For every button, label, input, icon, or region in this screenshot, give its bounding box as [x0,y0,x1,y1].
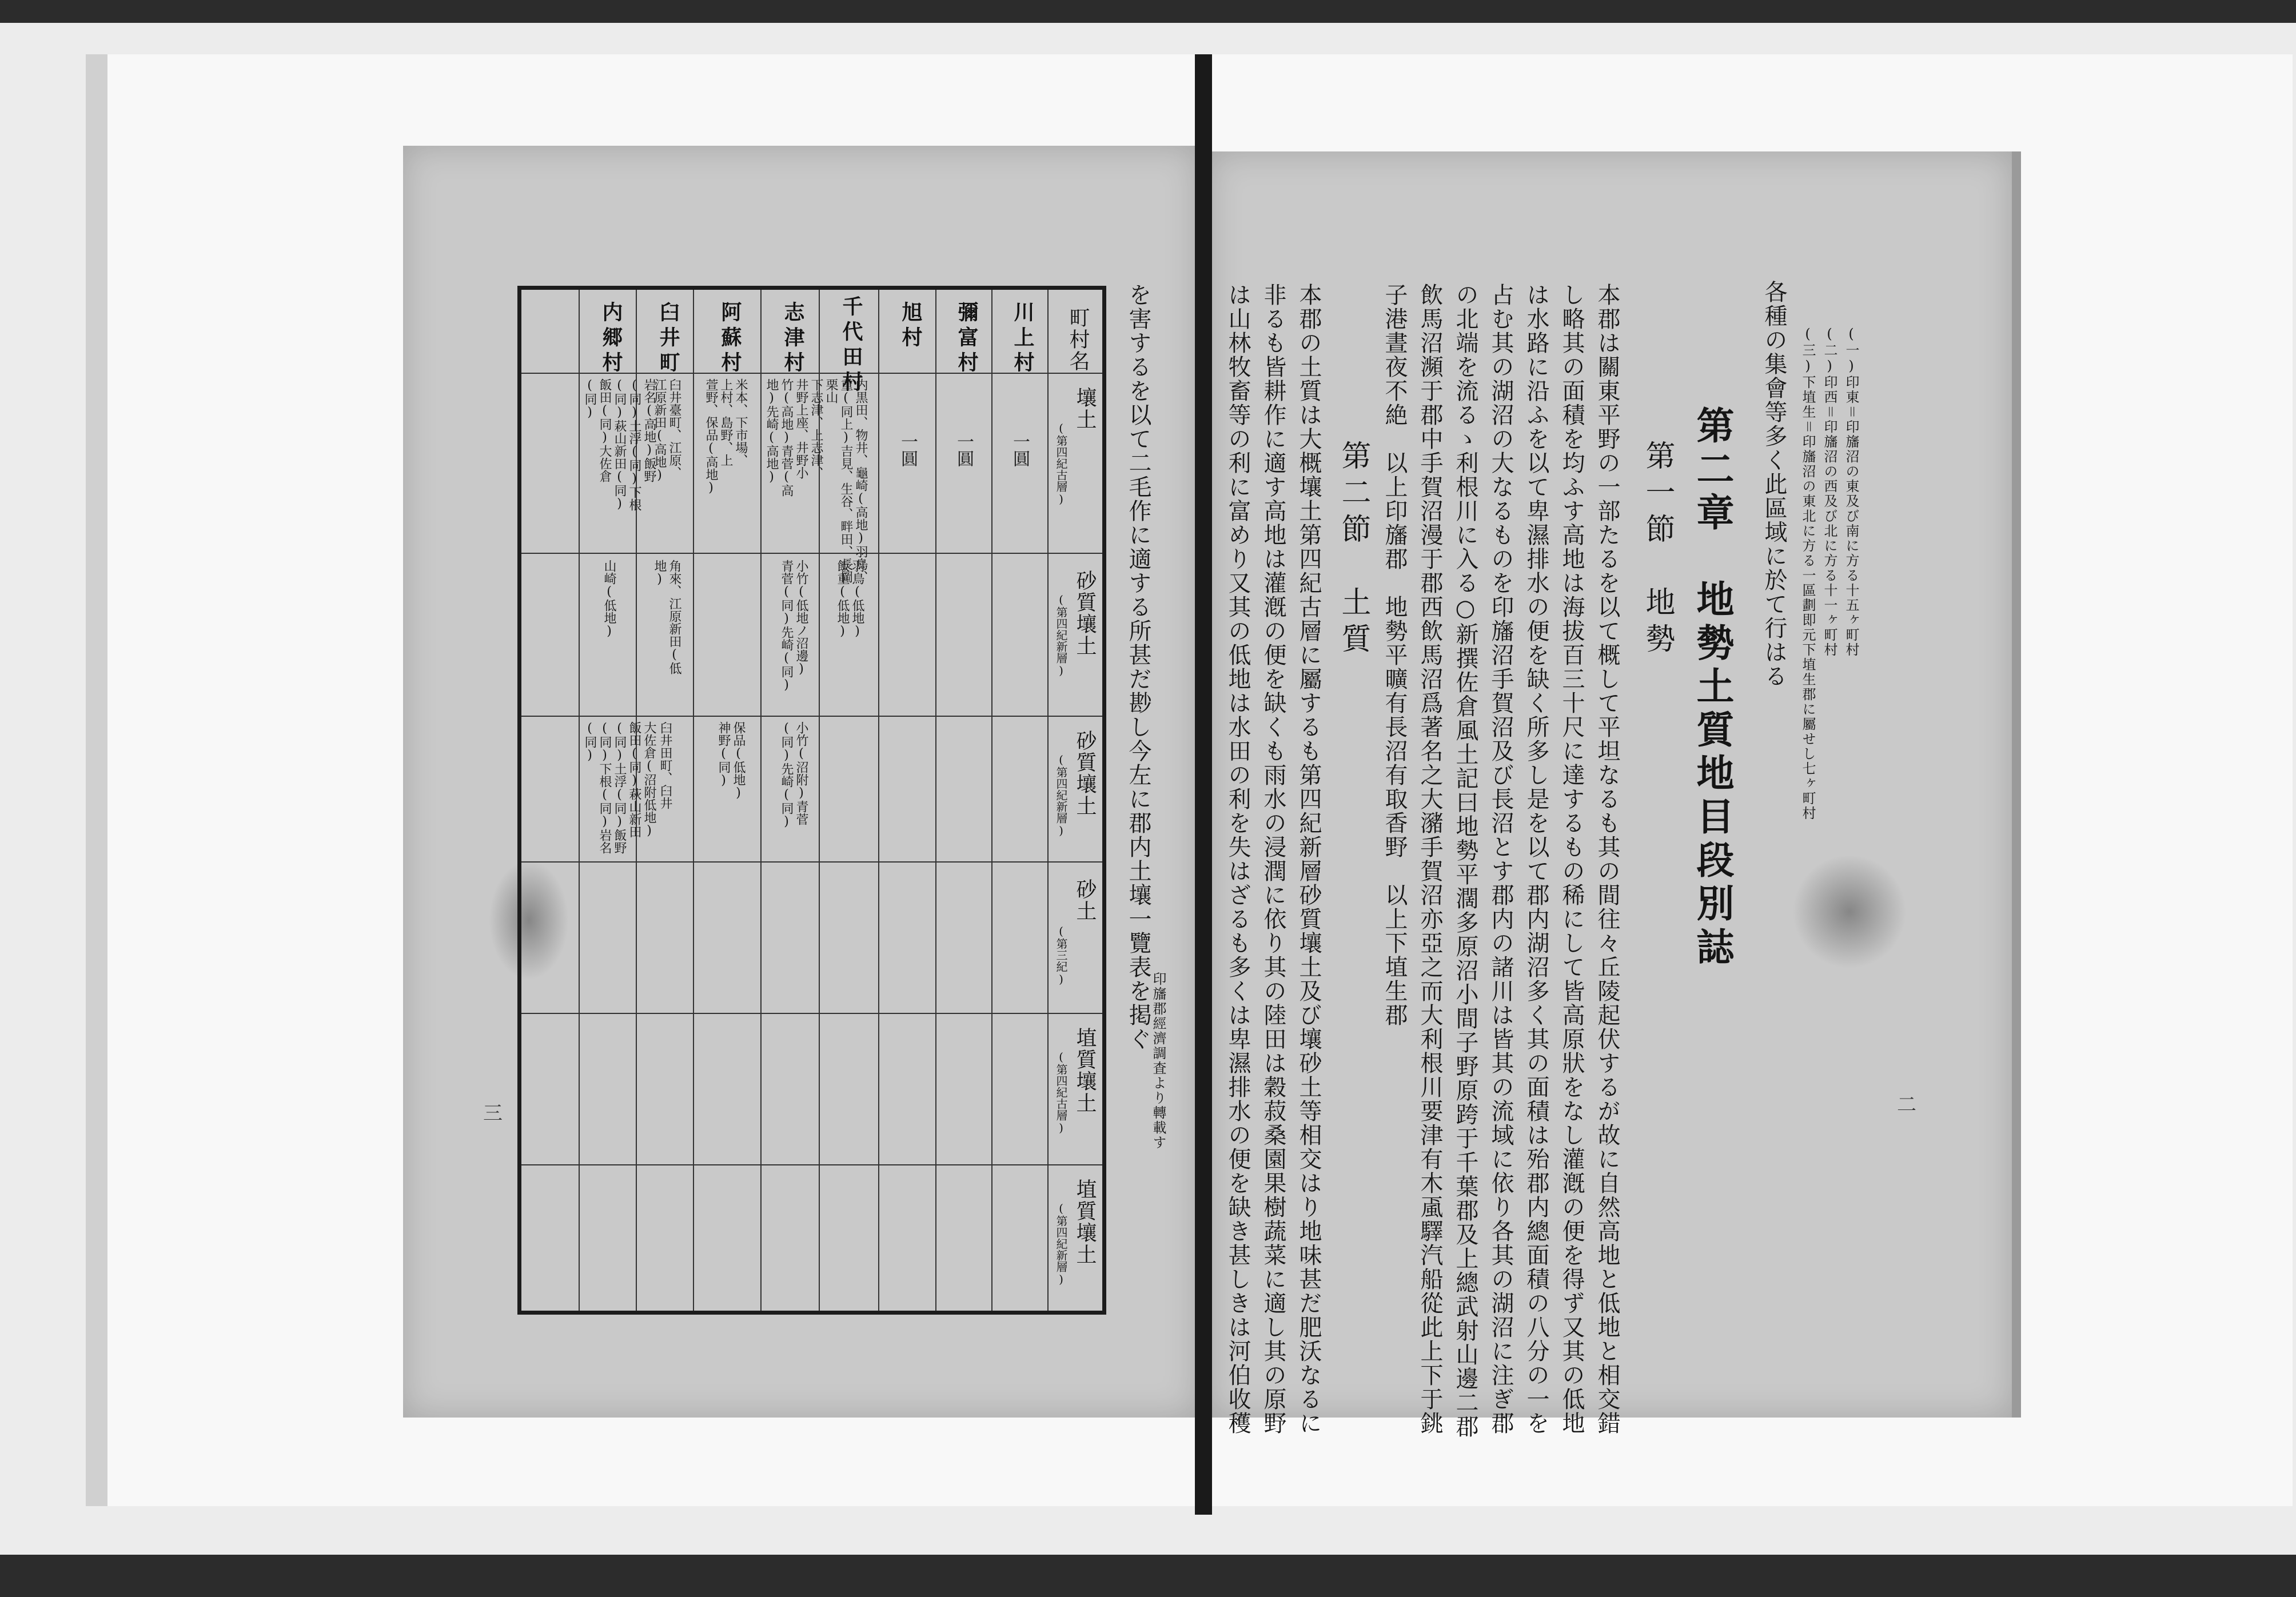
header-col-3: 砂質壤土 [1073,730,1097,817]
soil-table [517,286,1106,1315]
header-col-6: 埴質壤土 [1073,1179,1097,1265]
section-2-title: 第二節 土質 [1336,440,1370,660]
table-cell: 一圓 [954,433,974,467]
village-name: 川上村 [1011,301,1035,377]
table-cell: 臼井田町、臼井 [658,721,672,809]
table-cell: 山崎(低地) [602,560,616,638]
village-name: 阿蘇村 [718,301,742,377]
header-col-1: 壤土 [1073,387,1097,430]
table-cell: 小竹(低地ノ沼邊) 青菅(同)先崎(同) [779,560,808,692]
village-name: 千代田村 [839,296,863,396]
chapter-title: 第二章 地勢土質地目段別誌 [1690,406,1735,971]
header-col-4: 砂土 [1073,879,1097,922]
table-divider [579,290,580,1311]
section-1-line-5: の北端を流るゝ利根川に入る○新撰佐倉風土記曰地勢平濶多原沼小間子野原跨于千葉郡及上總武射山邊二郡 [1452,283,1478,1439]
table-divider [935,290,936,1311]
continuation-line: を害するを以て二毛作に適する所甚だ尠し今左に郡内土壤一覽表を掲ぐ [1125,283,1151,1051]
paper-stain [1792,855,1907,969]
header-village: 町村名 [1066,307,1090,372]
table-cell: 羽鳥(低地) 飯重(低地) [835,560,864,638]
header-col-2: 砂質壤土 [1073,570,1097,657]
table-cell: 小竹(沼附)青菅 (同)先崎(同) [779,721,808,829]
page-number-right: 二 [1897,1093,1916,1116]
table-divider [521,861,1102,863]
section-1-line-3: は水路に沿ふを以て卑濕排水の便を缺く所多し是を以て郡内湖沼多く其の面積は殆郡内總面積の八分の一を [1523,283,1549,1435]
village-name: 臼井町 [656,301,680,377]
note-2: (二)印西＝印旛沼の西及び北に方る十一ヶ町村 [1821,326,1837,657]
section-1-line-6: 飲馬沼瀕于郡中手賀沼漫于郡西飲馬沼爲著名之大瀦手賀沼亦亞之而大利根川要津有木颪驛汽船從此上下于銚 [1417,283,1443,1435]
village-name: 彌富村 [955,301,979,377]
header-col-5: 埴質壤土 [1073,1027,1097,1114]
header-col-5-sub: (第四紀古層) [1054,1050,1068,1135]
note-3: (三)下埴生＝印旛沼の東北に方る一區劃即元下埴生郡に屬せし七ヶ町村 [1800,326,1816,821]
table-cell: 一圓 [1010,433,1030,467]
table-cell: 岩名(高地)飯野 (同)土浮(同)下根 (同)萩山新田(同) 飯田(同)大佐倉 (同) [583,378,656,511]
village-name: 内郷村 [599,301,623,377]
header-col-6-sub: (第四紀新層) [1054,1201,1068,1286]
section-2-line-1: 本郡の土質は大概壤土第四紀古層に屬するも第四紀新層砂質壤土及び壤砂土等相交はり地味甚だ肥沃なるに [1296,283,1322,1435]
table-cell: 大佐倉(沼附低地) 飯田(同)萩山新田 (同)土浮(同)飯野 (同)下根(同)岩名 (同) [583,721,656,854]
table-divider [521,1164,1102,1165]
section-1-line-7: 子港晝夜不絶 以上印旛郡 地勢平曠有長沼有取香野 以上下埴生郡 [1381,283,1408,1027]
header-col-1-sub: (第四紀古層) [1054,421,1068,506]
table-divider [693,290,694,1311]
table-divider [878,290,879,1311]
village-name: 旭村 [899,301,923,352]
table-divider [1047,290,1049,1311]
section-2-line-3: は山林牧畜等の利に富めり又其の低地は水田の利を失はざるも多くは卑濕排水の便を缺き甚しきは河伯收穫 [1225,283,1251,1435]
table-cell: 臼井臺町、江原、 江原新田(高地) [652,378,681,482]
table-cell: 一圓 [898,433,918,467]
header-col-3-sub: (第四紀新層) [1054,753,1068,837]
table-cell: 角來、江原新田(低 地) [652,560,681,674]
intro-line: 各種の集會等多く此區域に於て行はる [1761,280,1787,688]
village-name: 志津村 [781,301,805,377]
table-divider [521,1013,1102,1014]
section-1-title: 第一節 地勢 [1640,440,1675,660]
table-cell: 保品(低地) 神野(同) [716,721,746,800]
section-1-line-1: 本郡は關東平野の一部たるを以て概して平坦なるも其の間往々丘陵起伏するが故に自然高地と低地と相交錯 [1594,283,1620,1435]
table-divider [521,716,1102,717]
table-divider [521,553,1102,554]
note-1: (一)印東＝印旛沼の東及び南に方る十五ヶ町村 [1843,326,1859,657]
source-note: 印旛郡經濟調査より轉載す [1150,972,1166,1150]
section-1-line-4: 占む其の湖沼の大なるものを印旛沼手賀沼及び長沼とす郡内の諸川は皆其の流域に依り各其の湖沼に注ぎ郡 [1488,283,1514,1435]
table-cell: 内黒田、物井、龜崎(高地)羽鳥、 重(同上)吉見、生谷、畔田、長岡 栗山 [824,378,868,583]
header-col-4-sub: (第三紀) [1054,924,1068,986]
table-divider [991,290,992,1311]
table-cell: 米本、下市場、 上村、島野、上 萱野、保品(高地) [704,378,748,495]
book-binding [1195,54,1212,1515]
section-1-line-2: し略其の面積を均ふす高地は海拔百三十尺に達するもの稀にして皆高原狀をなし灌漑の便を得ず又其の低地 [1558,283,1585,1435]
page-number-left: 三 [483,1102,503,1125]
table-cell: 下志津、上志津、 井野上座、井野小 竹(高地)青菅(高 地)先崎(高地) [764,378,823,497]
table-divider [760,290,762,1311]
section-2-line-2: 非るも皆耕作に適す高地は灌漑の便を缺くも雨水の浸潤に依り其の陸田は穀菽桑園果樹蔬菜に適し其の原野 [1260,283,1286,1435]
header-col-2-sub: (第四紀新層) [1054,593,1068,677]
